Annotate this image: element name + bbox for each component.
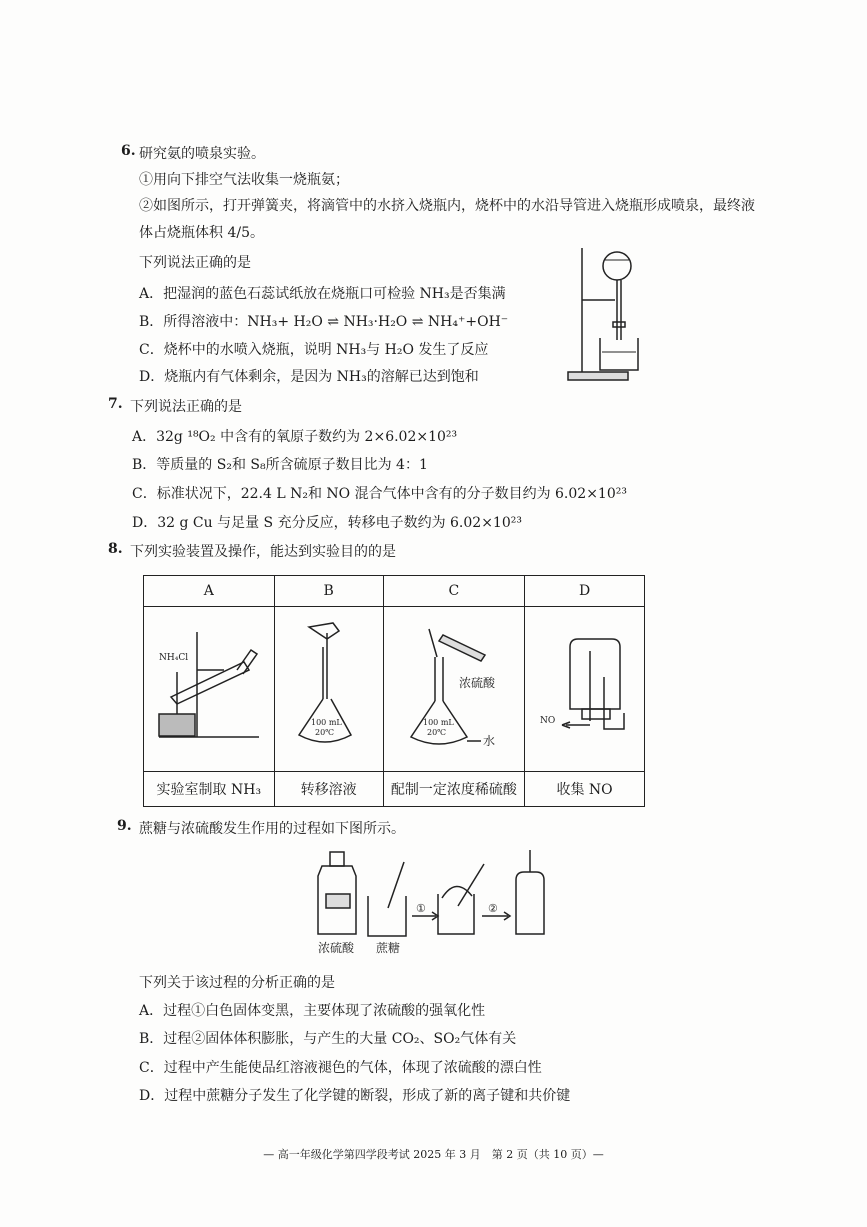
q6-prompt: 下列说法正确的是 bbox=[139, 255, 251, 271]
q8-apparatus-table bbox=[143, 575, 645, 807]
q8-header-b: B bbox=[274, 576, 383, 607]
q7-option-b: B．等质量的 S₂和 S₈所含硫原子数目比为 4：1 bbox=[132, 457, 428, 473]
q8-c-water-label: 水 bbox=[482, 734, 495, 748]
q8-b-flask-temp: 20℃ bbox=[314, 728, 334, 737]
q9-stem: 蔗糖与浓硫酸发生作用的过程如下图所示。 bbox=[139, 821, 405, 837]
q8-stem: 下列实验装置及操作，能达到实验目的的是 bbox=[130, 544, 396, 560]
q6-option-c: C．烧杯中的水喷入烧瓶，说明 NH₃与 H₂O 发生了反应 bbox=[139, 342, 489, 358]
q8-c-flask-volume: 100 mL bbox=[422, 718, 454, 727]
q8-number: 8. bbox=[108, 541, 123, 557]
q7-option-c: C．标准状况下，22.4 L N₂和 NO 混合气体中含有的分子数目约为 6.02×10²³ bbox=[132, 486, 627, 502]
q9-option-a: A．过程①白色固体变黑，主要体现了浓硫酸的强氧化性 bbox=[139, 1003, 486, 1019]
transfer-solution-apparatus bbox=[279, 617, 379, 757]
q8-b-flask-volume: 100 mL bbox=[310, 718, 342, 727]
q9-step1-marker: ① bbox=[416, 902, 426, 915]
q8-figure-b bbox=[274, 607, 383, 772]
q8-caption-c: 配制一定浓度稀硫酸 bbox=[383, 772, 524, 807]
q6-option-a: A．把湿润的蓝色石蕊试纸放在烧瓶口可检验 NH₃是否集满 bbox=[139, 286, 506, 302]
q8-figure-c bbox=[383, 607, 524, 772]
q9-option-d: D．过程中蔗糖分子发生了化学键的断裂，形成了新的离子键和共价键 bbox=[139, 1088, 571, 1104]
q7-option-a: A．32g ¹⁸O₂ 中含有的氧原子数约为 2×6.02×10²³ bbox=[132, 429, 458, 445]
q6-option-d: D．烧瓶内有气体剩余，是因为 NH₃的溶解已达到饱和 bbox=[139, 369, 479, 385]
q8-figure-d bbox=[525, 607, 645, 772]
q9-acid-label: 浓硫酸 bbox=[318, 941, 355, 955]
q8-caption-b: 转移溶液 bbox=[274, 772, 383, 807]
q9-option-c: C．过程中产生能使品红溶液褪色的气体，体现了浓硫酸的漂白性 bbox=[139, 1060, 542, 1076]
q9-number: 9. bbox=[117, 818, 132, 834]
q6-number: 6. bbox=[121, 143, 136, 159]
q6-step1: ①用向下排空气法收集一烧瓶氨； bbox=[139, 172, 349, 188]
ammonia-generation-apparatus bbox=[149, 622, 269, 752]
q8-header-c: C bbox=[383, 576, 524, 607]
q9-sugar-label: 蔗糖 bbox=[376, 941, 401, 955]
q8-caption-a: 实验室制取 NH₃ bbox=[144, 772, 275, 807]
q8-c-flask-temp: 20℃ bbox=[426, 728, 447, 737]
q6-stem: 研究氨的喷泉实验。 bbox=[139, 146, 265, 162]
q8-a-reagent-label: NH₄Cl bbox=[158, 653, 188, 663]
q9-option-b: B．过程②固体体积膨胀，与产生的大量 CO₂、SO₂气体有关 bbox=[139, 1031, 517, 1047]
q6-option-b: B．所得溶液中：NH₃+ H₂O ⇌ NH₃·H₂O ⇌ NH₄⁺+OH⁻ bbox=[139, 314, 509, 330]
sugar-acid-process-figure bbox=[312, 846, 552, 958]
q8-figure-a bbox=[144, 607, 275, 772]
q6-step2-line2: 体占烧瓶体积 4/5。 bbox=[139, 225, 264, 241]
fountain-apparatus-figure bbox=[560, 240, 680, 385]
q7-number: 7. bbox=[108, 396, 123, 412]
q8-caption-d: 收集 NO bbox=[525, 772, 645, 807]
q9-prompt: 下列关于该过程的分析正确的是 bbox=[139, 975, 335, 991]
q6-step2-line1: ②如图所示，打开弹簧夹，将滴管中的水挤入烧瓶内，烧杯中的水沿导管进入烧瓶形成喷泉，最终液 bbox=[139, 198, 755, 214]
q7-stem: 下列说法正确的是 bbox=[130, 399, 242, 415]
q8-header-a: A bbox=[144, 576, 275, 607]
q7-option-d: D．32 g Cu 与足量 S 充分反应，转移电子数约为 6.02×10²³ bbox=[132, 515, 522, 531]
q8-header-d: D bbox=[525, 576, 645, 607]
dilute-acid-apparatus bbox=[389, 617, 519, 757]
page-footer: — 高一年级化学第四学段考试 2025 年 3 月 第 2 页（共 10 页）— bbox=[263, 1148, 604, 1161]
q9-step2-marker: ② bbox=[488, 902, 498, 915]
q8-c-acid-label: 浓硫酸 bbox=[458, 676, 495, 690]
collect-no-apparatus bbox=[530, 617, 640, 757]
q8-d-gas-label: NO bbox=[539, 716, 555, 726]
